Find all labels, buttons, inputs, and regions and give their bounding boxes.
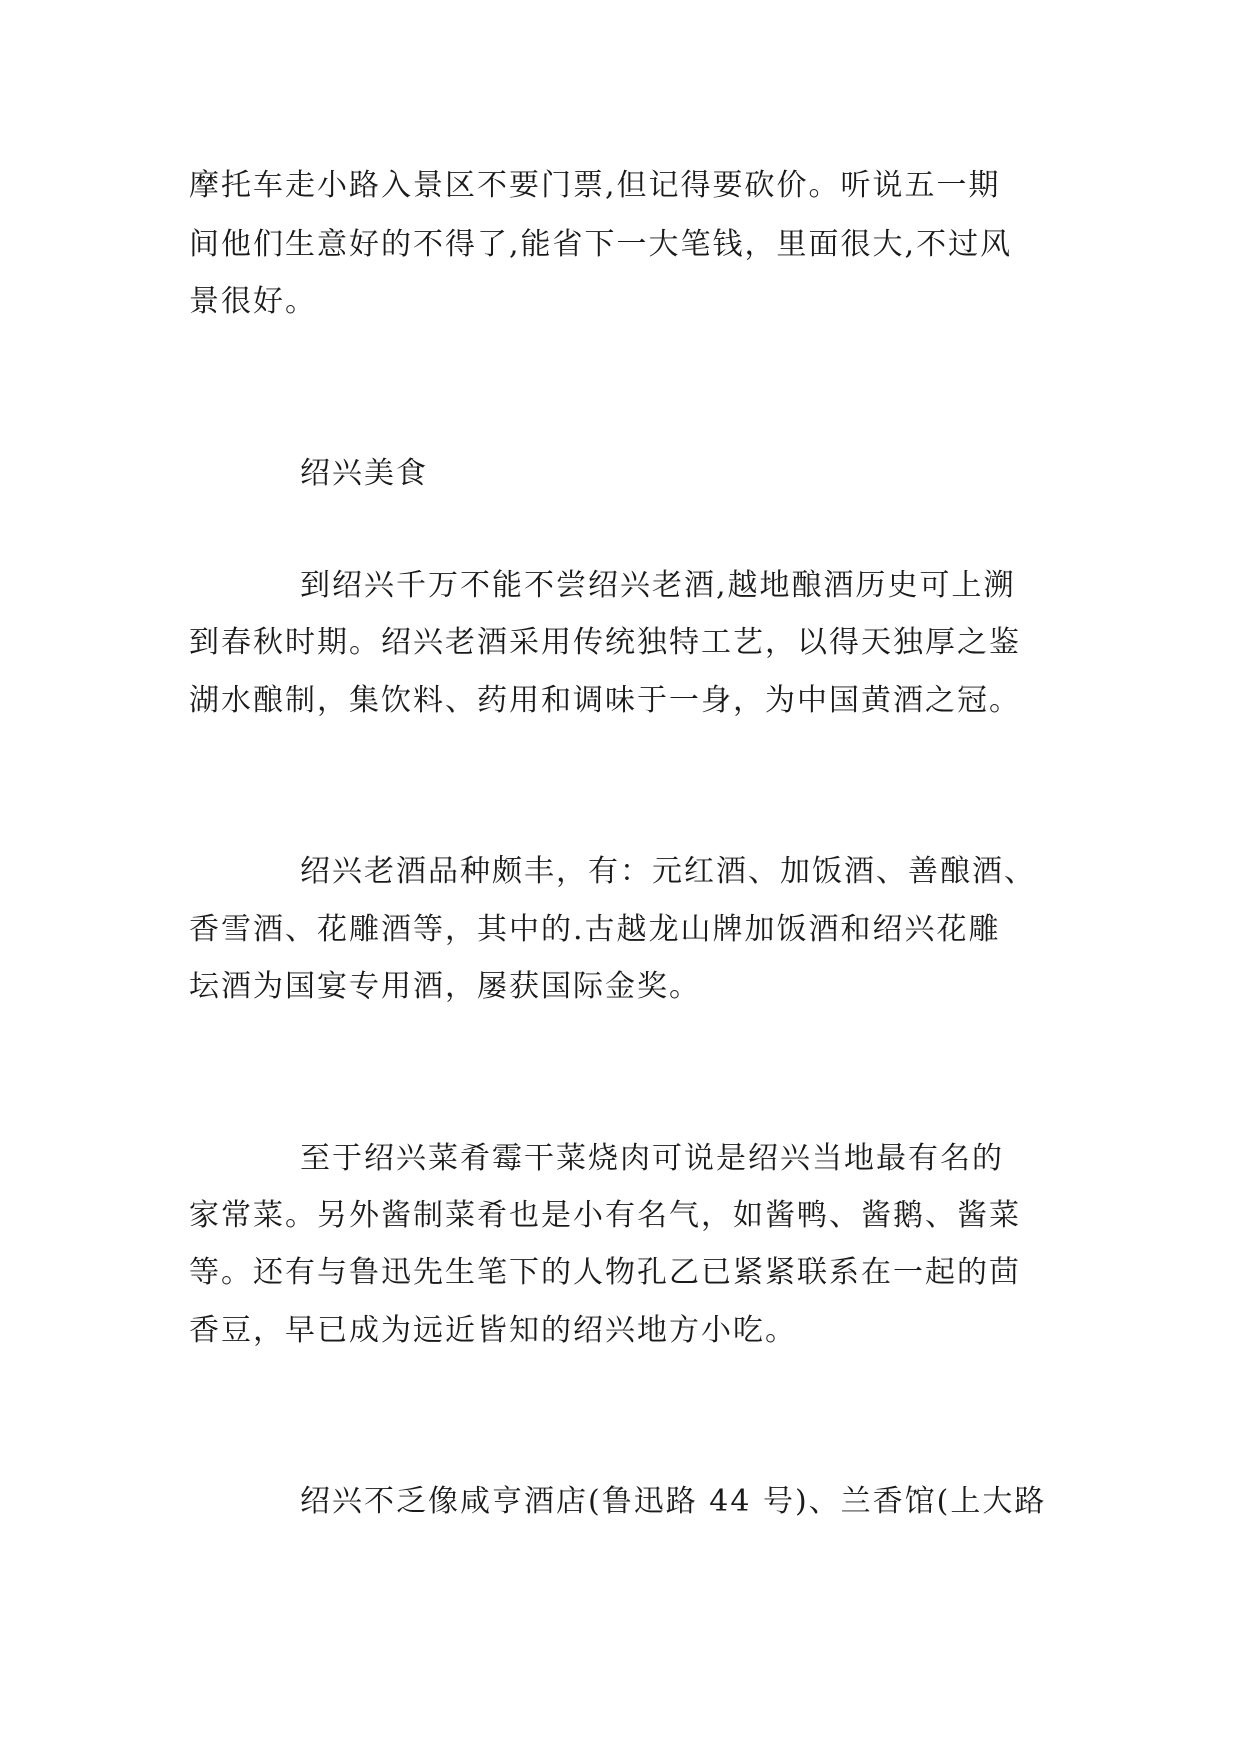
paragraph-4-line-1: 至于绍兴菜肴霉干菜烧肉可说是绍兴当地最有名的 <box>300 1141 1004 1176</box>
paragraph-1-line-1: 摩托车走小路入景区不要门票,但记得要砍价。听说五一期 <box>189 168 1001 203</box>
section-heading: 绍兴美食 <box>300 456 428 491</box>
paragraph-4-line-2: 家常菜。另外酱制菜肴也是小有名气，如酱鸭、酱鹅、酱菜 <box>189 1198 1021 1233</box>
paragraph-3-line-1: 绍兴老酒品种颇丰，有：元红酒、加饭酒、善酿酒、 <box>300 854 1036 889</box>
paragraph-4-line-4: 香豆，早已成为远近皆知的绍兴地方小吃。 <box>189 1313 797 1348</box>
paragraph-3-line-2: 香雪酒、花雕酒等，其中的.古越龙山牌加饭酒和绍兴花雕 <box>189 912 1001 947</box>
paragraph-2-line-1: 到绍兴千万不能不尝绍兴老酒,越地酿酒历史可上溯 <box>300 568 1016 603</box>
paragraph-2-line-3: 湖水酿制，集饮料、药用和调味于一身，为中国黄酒之冠。 <box>189 683 1021 718</box>
paragraph-2-line-2: 到春秋时期。绍兴老酒采用传统独特工艺，以得天独厚之鉴 <box>189 625 1021 660</box>
paragraph-4-line-3: 等。还有与鲁迅先生笔下的人物孔乙已紧紧联系在一起的茴 <box>189 1255 1021 1290</box>
paragraph-3-line-3: 坛酒为国宴专用酒，屡获国际金奖。 <box>189 969 701 1004</box>
paragraph-1-line-3: 景很好。 <box>189 284 317 319</box>
paragraph-1-line-2: 间他们生意好的不得了,能省下一大笔钱，里面很大,不过风 <box>189 227 1013 262</box>
paragraph-5-line-1: 绍兴不乏像咸亨酒店(鲁迅路 44 号)、兰香馆(上大路 <box>300 1484 1047 1519</box>
